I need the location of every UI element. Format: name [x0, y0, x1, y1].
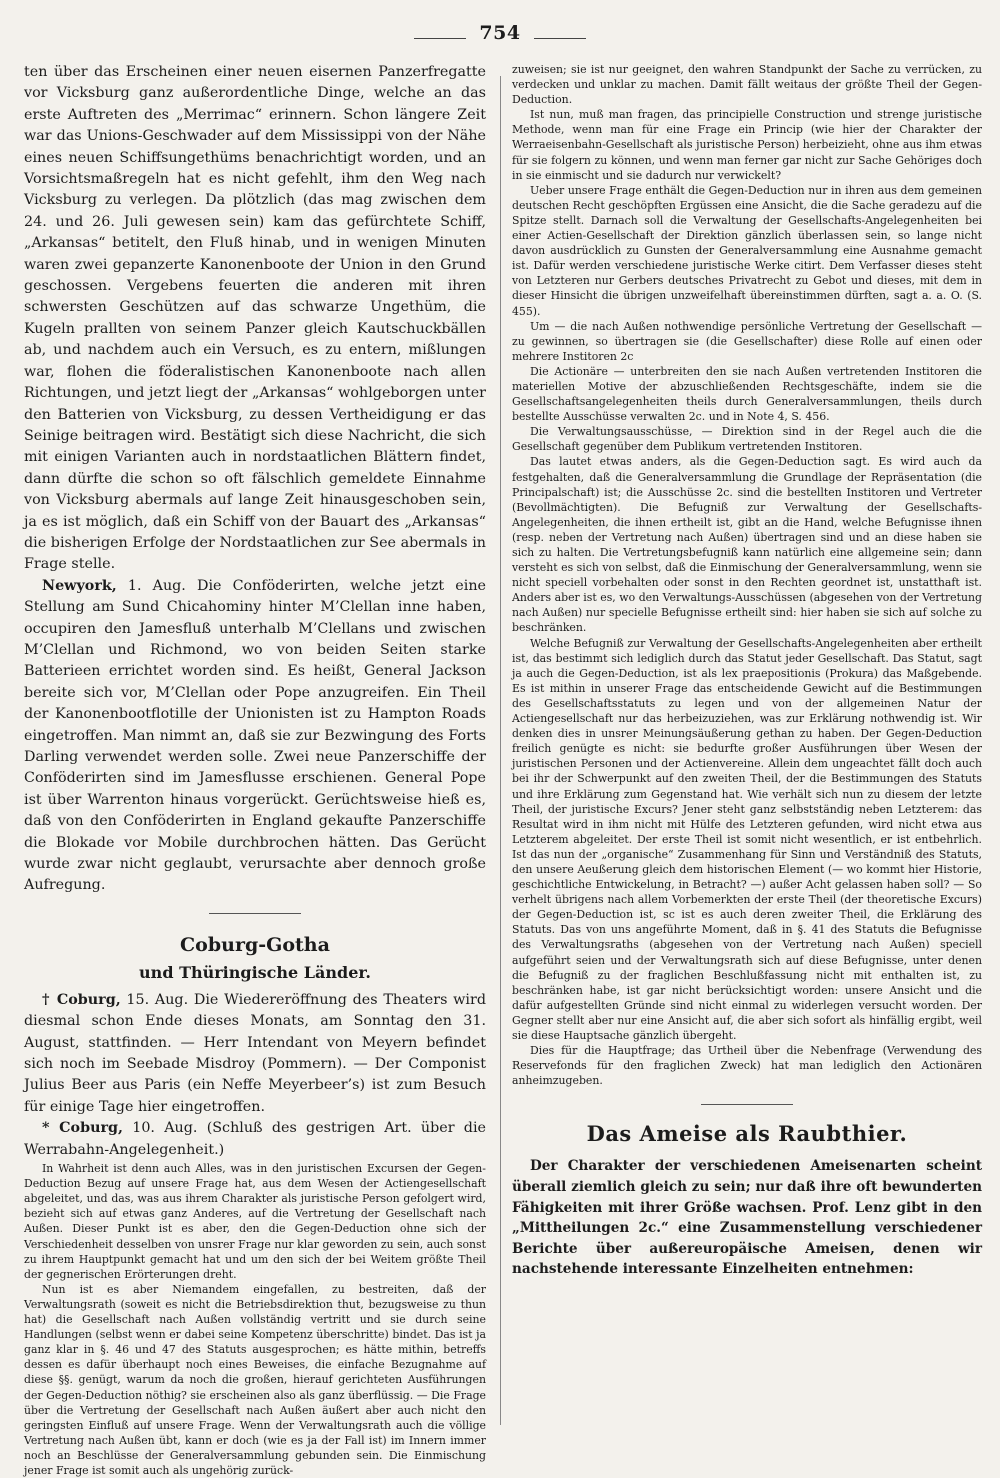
- dateline-date: 1. Aug.: [127, 577, 186, 594]
- vicksburg-report: ten über das Erscheinen einer neuen eisernen Panzerfregatte vor Vicksburg ganz außerordentliche Dinge, welche an das erste Auftreten des „Merrimac“ erinnern. Schon längere Zeit war das Unions-Geschwader auf dem Mississippi von der Nähe eines neuen Schiffsungethüms benachrichtigt worden, und an Vorsichtsmaßregeln hat es nicht gefehlt, ihm den Weg nach Vicksburg zu verlegen. Da plötzlich (das mag zwischen dem 24. und 26. Juli gewesen sein) kam das gefürchtete Schiff, „Arkansas“ betitelt, den Fluß hinab, und in wenigen Minuten waren zwei gepanzerte Kanonenboote der Union in den Grund geschossen. Vergebens feuerten die anderen mit ihren schwersten Geschützen auf das schwarze Ungethüm, die Kugeln prallten von seinem Panzer gleich Kautschuckbällen ab, und nachdem auch ein Versuch, es zu entern, mißlungen war, flohen die föderalistischen Kanonenboote nach allen Richtungen, und jetzt liegt der „Arkansas“ wohlgeborgen unter den Batterien von Vicksburg, zu dessen Vertheidigung er das Seinige beitragen wird. Bestätigt sich diese Nachricht, die sich mit einigen Varianten auch in nordstaatlichen Blättern findet, dann dürfte die schon so oft fälschlich gemeldete Einnahme von Vicksburg abermals auf lange Zeit hinausgeschoben sein, ja es ist möglich, daß ein Schiff von der Bauart des „Arkansas“ die bisherigen Erfolge der Nordstaatlichen zur See abermals in Frage stelle.: [24, 64, 486, 573]
- section-subtitle: und Thüringische Länder.: [139, 962, 371, 982]
- werrabahn-quote: Die Verwaltungsausschüsse, — Direktion sind in der Regel auch die die Gesellschaft gegenüber dem Publikum vertretenden Institoren.: [512, 425, 982, 454]
- dateline-date: 10. Aug.: [132, 1120, 198, 1137]
- dateline-place: † Coburg,: [42, 991, 121, 1008]
- section-rule: [701, 1104, 793, 1105]
- report-text: Die Conföderirten, welche jetzt eine Stellung am Sund Chicahominy hinter M’Clellan inne haben, occupiren den Jamesfluß unterhalb M’Clellans und zwischen M’Clellan und Richmond, wo von beiden Seiten starke Batterieen errichtet worden sind. Es heißt, General Jackson bereite sich vor, M’Clellan oder Pope anzugreifen. Ein Theil der Kanonenbootflotille der Unionisten ist zu Hampton Roads eingetroffen. Man nimmt an, daß sie zur Bezwingung des Forts Darling verwendet werden solle. Zwei neue Panzerschiffe der Conföderirten sind im Jamesflusse erschienen. General Pope ist über Warrenton hinaus vorgerückt. Gerüchtsweise hieß es, daß von den Conföderirten in England gekaufte Panzerschiffe die Blokade vor Mobile durchbrochen hätten. Das Gerücht wurde zwar nicht geglaubt, verursachte aber dennoch große Aufregung.: [24, 577, 486, 894]
- feature-intro: Der Charakter der verschiedenen Ameisenarten scheint überall ziemlich gleich zu sein; nur daß ihre oft bewunderten Fähigkeiten mit ihrer Größe wachsen. Prof. Lenz gibt in den „Mittheilungen 2c.“ eine Zusammenstellung verschiedener Berichte über außereuropäische Ameisen, denen wir nachstehende interessante Einzelheiten entnehmen:: [512, 1158, 982, 1278]
- werrabahn-paragraph: Das lautet etwas anders, als die Gegen-Deduction sagt. Es wird auch da festgehalten, daß die Generalversammlung die Grundlage der Repräsentation (die Principalschaft) ist; die Ausschüsse 2c. sind die bestellten Institoren und Vertreter (Bevollmächtigten). Die Befugniß zur Verwaltung der Gesellschafts-Angelegenheiten, die ihnen ertheilt ist, gibt an die Hand, welche Befugnisse ihnen (resp. neben der Vertretung nach Außen) übertragen sind und an diese haben sie sich zu halten. Die Vertretungsbefugniß kann natürlich eine allgemeine sein; dann versteht es sich von selbst, daß die Einmischung der Generalversammlung, wenn sie nicht speciell vorbehalten oder sonst in den Rechten geordnet ist, unstatthaft ist. Anders aber ist es, wo den Verwaltungs-Ausschüssen (abgesehen von der Vertretung nach Außen) nur specielle Befugnisse ertheilt sind: hier haben sie sich auf solche zu beschränken.: [512, 455, 982, 635]
- newyork-report: [24, 576, 486, 897]
- dateline-date: 15. Aug.: [126, 991, 189, 1008]
- werrabahn-paragraph: Ist nun, muß man fragen, das principielle Construction und strenge juristische Methode, wenn man für eine Frage ein Princip (wie hier der Charakter der Werraeisenbahn-Gesellschaft als juristische Person) herbeizieht, ohne aus ihm etwas für sie folgern zu können, und wenn man ferner gar nicht zur Sache Gehöriges doch in sie einmischt und sie dadurch nur verwickelt?: [512, 108, 982, 182]
- coburg-theatre-report: [24, 990, 486, 1118]
- section-rule: [209, 913, 301, 914]
- dateline-place: Newyork,: [42, 577, 117, 594]
- werrabahn-paragraph: Nun ist es aber Niemandem eingefallen, zu bestreiten, daß der Verwaltungsrath (soweit es nicht die Betriebsdirektion thut, bezugsweise zu thun hat) die Gesellschaft nach Außen vollständig vertritt und sie durch seine Handlungen (selbst wenn er dabei seine Kompetenz überschritte) bindet. Das ist ja ganz klar in §. 46 und 47 des Statuts ausgesprochen; es hätte mithin, betreffs dessen es dafür überhaupt noch eines Beweises, die einfache Bezugnahme auf diese §§. genügt, warum da noch die großen, hierauf gerichteten Ausführungen der Gegen-Deduction nöthig? sie erscheinen also als ganz überflüssig. — Die Frage über die Vertretung der Gesellschaft nach Außen äußert aber auch nicht den geringsten Einfluß auf unsere Frage. Wenn der Verwaltungsrath auch die völlige Vertretung nach Außen übt, kann er doch (wie es ja der Fall ist) im Innern immer noch an Beschlüsse der Generalversammlung gebunden sein. Die Einmischung jener Frage ist somit auch als ungehörig zurück-: [24, 1282, 486, 1477]
- report-text: Die Wiedereröffnung des Theaters wird diesmal schon Ende dieses Monats, am Sonntag den 31. August, stattfinden. — Herr Intendant von Meyern befindet sich noch im Seebade Misdroy (Pommern). — Der Componist Julius Beer aus Paris (ein Neffe Meyerbeer’s) ist zum Besuch für einige Tage hier eingetroffen.: [24, 991, 486, 1115]
- werrabahn-paragraph: Welche Befugniß zur Verwaltung der Gesellschafts-Angelegenheiten aber ertheilt ist, das bestimmt sich lediglich durch das Statut jeder Gesellschaft. Das Statut, sagt ja auch die Gegen-Deduction, ist als lex praepositionis (Prokura) das Maßgebende. Es ist mithin in unserer Frage das entscheidende Gewicht auf die Bestimmungen des Gesellschaftsstatuts zu legen und von der allgemeinen Natur der Actiengesellschaft nur das herbeizuziehen, was zur Erklärung nothwendig ist. Wir denken dies in unsrer Meinungsäußerung gethan zu haben. Der Gegen-Deduction freilich genügte es nicht: sie bedurfte großer Ausführungen über Wesen der juristischen Personen und der Actienvereine. Allein dem ungeachtet fällt doch auch bei ihr der Schwerpunkt auf den zweiten Theil, der die Bestimmungen des Statuts und ihre Erklärung zum Gegenstand hat. Wie verhält sich nun zu diesem der letzte Theil, der juristische Excurs? Jener steht ganz selbstständig neben Letzterem: das Resultat wird in ihm nicht mit Hülfe des Letzteren gefunden, wird nicht etwa aus Letzterem abgeleitet. Der erste Theil ist somit nicht wesentlich, er ist entbehrlich. Ist das nun der „organische“ Zusammenhang für Sinn und Verständniß des Statuts, den unsere Aeußerung gleich dem historischen Element (— wo kommt hier Historie, geschichtliche Entwickelung, in Betracht? —) außer Acht gelassen haben soll? — So verhelt übrigens nach allem Vorbemerkten der erste Theil (der theoretische Excurs) der Gegen-Deduction ist, sc ist es auch deren zweiter Theil, die Erklärung des Statuts. Das von uns angeführte Moment, daß in §. 41 des Statuts die Befugnisse des Verwaltungsraths (abgesehen von der Vertretung nach Außen) speciell aufgeführt seien und der Verwaltungsrath sich auf diese Befugnisse, unter denen die Befugniß zu der fraglichen Beschlußfassung nicht mit enthalten ist, zu beschränken habe, ist gar nicht berücksichtigt worden: unsere Ansicht und die dafür aufgestellten Gründe sind nicht einmal zu widerlegen versucht worden. Der Gegner stellt aber nur eine Ansicht auf, die aber sich sofort als hinfällig ergibt, weil sie diese Hauptsache gänzlich übergeht.: [512, 636, 982, 1042]
- werrabahn-quote: Um — die nach Außen nothwendige persönliche Vertretung der Gesellschaft — zu gewinnen, so übertragen sie (die Gesellschafter) diese Rolle auf einen oder mehrere Institoren 2c: [512, 319, 982, 363]
- column-divider: [500, 76, 501, 1425]
- feature-title: Das Ameise als Raubthier.: [586, 1121, 908, 1147]
- header-rule-right: [534, 38, 586, 39]
- werrabahn-paragraph: zuweisen; sie ist nur geeignet, den wahren Standpunkt der Sache zu verrücken, zu verdecken und unklar zu machen. Damit fällt weitaus der größte Theil der Gegen-Deduction.: [512, 63, 982, 107]
- report-text: (Schluß des gestrigen Art. über die Werrabahn-Angelegenheit.): [24, 1120, 486, 1158]
- coburg-werrabahn-heading: [24, 1118, 486, 1161]
- dateline-place: * Coburg,: [42, 1120, 123, 1137]
- werrabahn-quote: Die Actionäre — unterbreiten den sie nach Außen vertretenden Institoren die materiellen Motive der abzuschließenden Rechtsgeschäfte, indem sie die Gesellschaftsangelegenheiten theils durch Generalversammlungen, theils durch bestellte Ausschüsse verwalten 2c. und in Note 4, S. 456.: [512, 364, 982, 424]
- right-column: [512, 62, 982, 1455]
- page-number: 754: [479, 22, 521, 44]
- left-column: [24, 62, 486, 1477]
- werrabahn-paragraph: Ueber unsere Frage enthält die Gegen-Deduction nur in ihren aus dem gemeinen deutschen Recht geschöpften Ergüssen eine Ansicht, die die Sache geradezu auf die Spitze stellt. Darnach soll die Verwaltung der Gesellschafts-Angelegenheiten bei einer Actien-Gesellschaft der Direktion gänzlich überlassen sein, so lange nicht davon ausdrücklich zu Gunsten der Generalversammlung eine Ausnahme gemacht ist. Dafür werden verschiedene juristische Werke citirt. Dem Verfasser dieses steht von Letzteren nur Gerbers deutsches Privatrecht zu Gebot und dieses, mit dem in dieser Hinsicht die übrigen unzweifelhaft übereinstimmen dürften, sagt a. a. O. (S. 455).: [512, 183, 982, 318]
- werrabahn-paragraph: Dies für die Hauptfrage; das Urtheil über die Nebenfrage (Verwendung des Reservefonds für den fraglichen Zweck) hat man lediglich den Actionären anheimzugeben.: [512, 1044, 982, 1088]
- werrabahn-paragraph: In Wahrheit ist denn auch Alles, was in den juristischen Excursen der Gegen-Deduction Bezug auf unsere Frage hat, aus dem Wesen der Actiengesellschaft abgeleitet, und das, was aus ihrem Charakter als juristische Person gefolgert wird, bezieht sich auf etwas ganz Anderes, auf die Vertretung der Gesellschaft nach Außen. Dieser Punkt ist es aber, den die Gegen-Deduction ohne sich der Verschiedenheit desselben von unsrer Frage nur klar geworden zu sein, auch sonst zu ihrem Hauptpunkt gemacht hat und um den sich der bei Weitem größte Theil der gegnerischen Erörterungen dreht.: [24, 1162, 486, 1281]
- section-title: Coburg-Gotha: [180, 933, 330, 956]
